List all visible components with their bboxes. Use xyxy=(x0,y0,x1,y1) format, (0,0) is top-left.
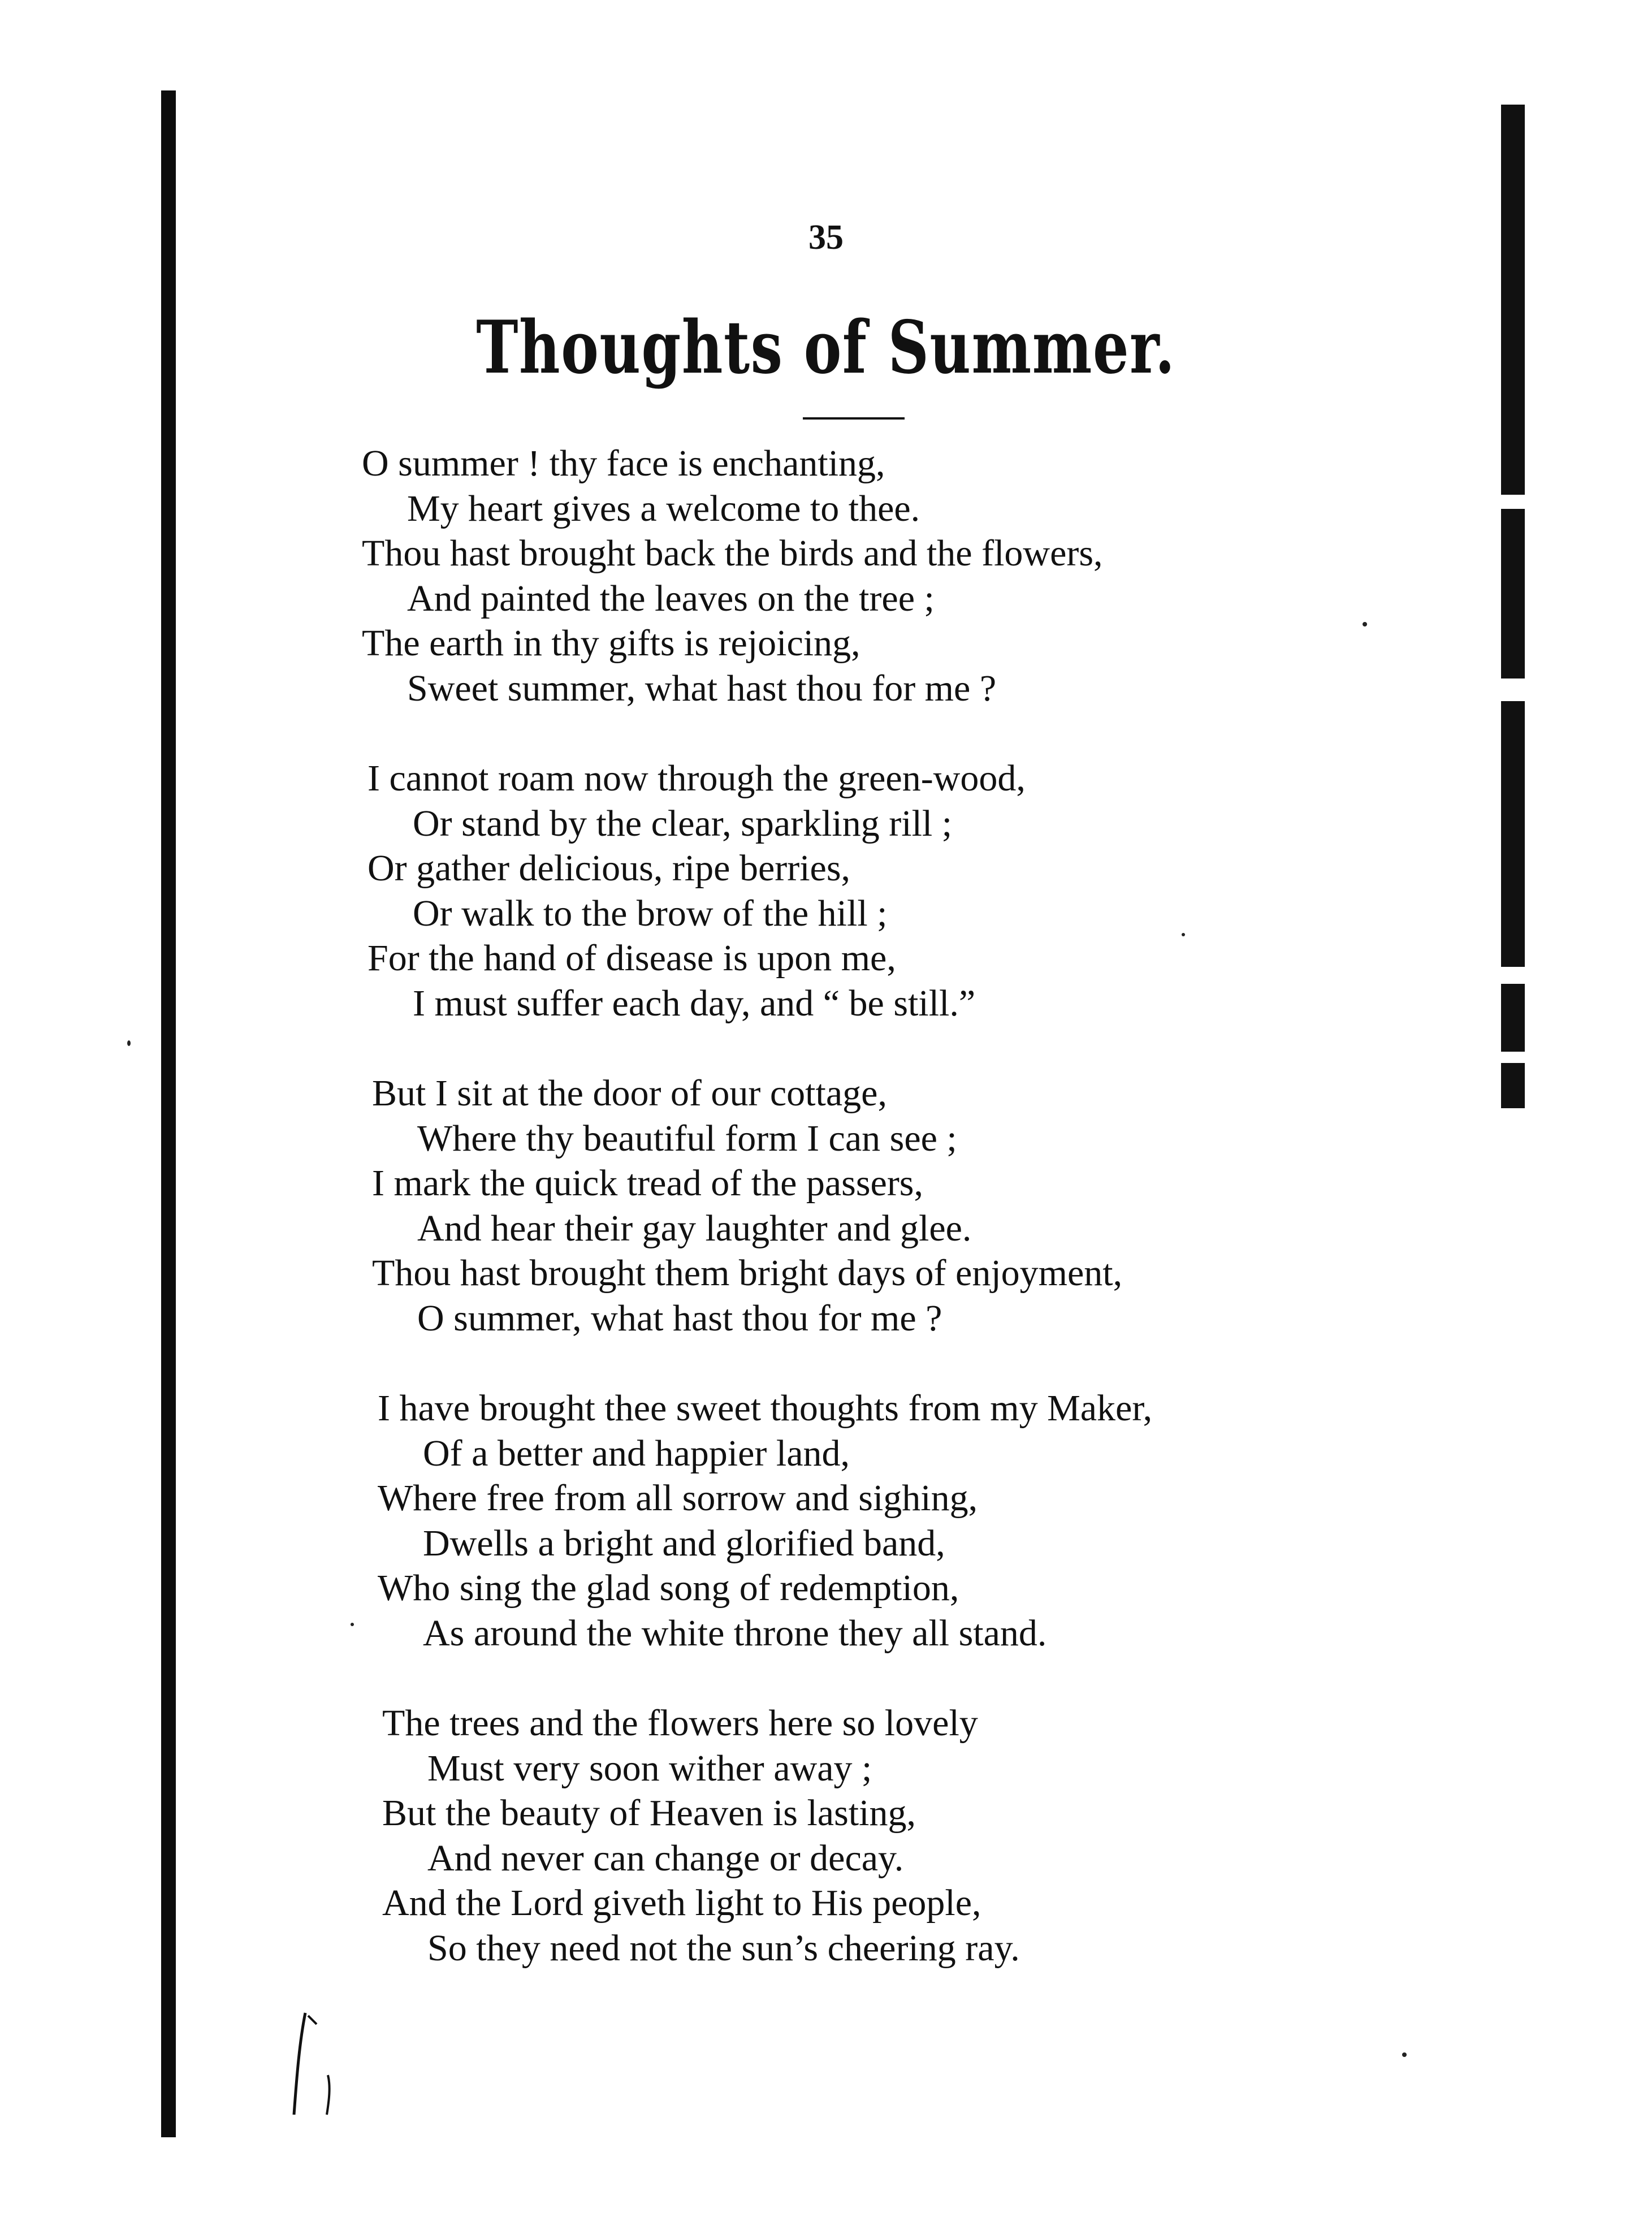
stanza xyxy=(382,1701,1379,1970)
poem-line: Must very soon wither away ; xyxy=(427,1747,872,1789)
poem-line: The trees and the flowers here so lovely xyxy=(382,1702,978,1744)
poem-line: I have brought thee sweet thoughts from my Maker, xyxy=(378,1388,1153,1429)
stanza xyxy=(372,1071,1379,1341)
poem-line: But the beauty of Heaven is lasting, xyxy=(382,1792,916,1834)
poem-line: Or gather delicious, ripe berries, xyxy=(367,848,851,889)
poem-line: Sweet summer, what hast thou for me ? xyxy=(407,667,997,709)
poem-line: And never can change or decay. xyxy=(427,1837,904,1879)
poem-title: Thoughts of Summer. xyxy=(476,305,1176,390)
poem-line: Thou hast brought them bright days of enjoyment, xyxy=(372,1252,1123,1294)
poem-body xyxy=(362,441,1379,2016)
poem-line: For the hand of disease is upon me, xyxy=(367,937,896,979)
poem-line: So they need not the sun’s cheering ray. xyxy=(427,1927,1020,1969)
poem-line: Dwells a bright and glorified band, xyxy=(423,1522,945,1564)
page-edge-shadow-right xyxy=(1501,509,1525,678)
poem-line: My heart gives a welcome to thee. xyxy=(407,487,920,529)
scan-speck xyxy=(1402,2052,1407,2057)
poem-line: But I sit at the door of our cottage, xyxy=(372,1073,887,1114)
poem-line: And painted the leaves on the tree ; xyxy=(407,577,935,619)
scan-speck xyxy=(351,1623,354,1626)
poem-line: And hear their gay laughter and glee. xyxy=(417,1207,972,1249)
title-divider xyxy=(803,417,905,420)
page-edge-shadow-left xyxy=(161,90,176,2137)
page-edge-shadow-right xyxy=(1501,701,1525,967)
stanza xyxy=(378,1386,1379,1656)
stanza xyxy=(367,756,1379,1026)
page-edge-shadow-right xyxy=(1501,105,1525,495)
scan-speck xyxy=(127,1040,131,1046)
poem-line: Or walk to the brow of the hill ; xyxy=(413,892,888,934)
poem-line: I cannot roam now through the green-wood, xyxy=(367,758,1026,799)
poem-line: Where thy beautiful form I can see ; xyxy=(417,1117,957,1159)
poem-line: And the Lord giveth light to His people, xyxy=(382,1882,981,1924)
poem-line: O summer ! thy face is enchanting, xyxy=(362,443,885,484)
poem-line: As around the white throne they all stand. xyxy=(423,1612,1047,1654)
poem-line: Thou hast brought back the birds and the flowers, xyxy=(362,533,1103,574)
poem-line: Where free from all sorrow and sighing, xyxy=(378,1477,978,1519)
poem-line: Or stand by the clear, sparkling rill ; xyxy=(413,802,953,844)
stanza xyxy=(362,441,1379,711)
page-edge-shadow-right xyxy=(1501,1063,1525,1108)
poem-line: Who sing the glad song of redemption, xyxy=(378,1567,959,1609)
page-number: 35 xyxy=(808,218,844,257)
poem-line: I mark the quick tread of the passers, xyxy=(372,1162,923,1204)
poem-line: O summer, what hast thou for me ? xyxy=(417,1297,942,1339)
scan-handwriting-mark xyxy=(283,2007,351,2120)
poem-line: I must suffer each day, and “ be still.” xyxy=(413,982,976,1024)
poem-line: The earth in thy gifts is rejoicing, xyxy=(362,623,860,664)
page-edge-shadow-right xyxy=(1501,984,1525,1052)
poem-line: Of a better and happier land, xyxy=(423,1432,850,1474)
